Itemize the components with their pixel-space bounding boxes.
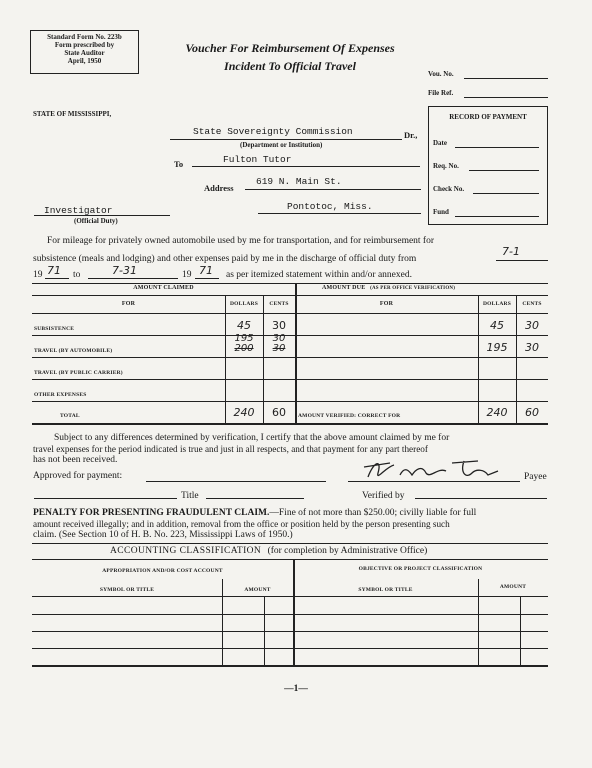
to-year-prefix: 19 <box>182 270 192 280</box>
accounting-heading-row <box>110 546 427 556</box>
due-cents-header: CENTS <box>522 301 542 307</box>
row-automobile-due-cents: 30 <box>525 341 539 354</box>
left-symbol-header: SYMBOL OR TITLE <box>99 587 155 593</box>
payee-line <box>348 481 520 482</box>
file-ref-line <box>464 97 548 98</box>
form-number: Standard Form No. 223b <box>47 33 122 41</box>
left-amount-header: AMOUNT <box>244 587 271 593</box>
verified-cents: 60 <box>525 406 539 419</box>
expense-table <box>32 283 548 425</box>
verified-by-label: Verified by <box>362 491 405 501</box>
total-dollars: 240 <box>233 406 255 419</box>
row-other-label: OTHER EXPENSES <box>34 392 87 398</box>
record-title: RECORD OF PAYMENT <box>449 113 527 121</box>
page-number: —1— <box>284 684 308 694</box>
claimed-cents-header: CENTS <box>269 301 289 307</box>
official-duty-line <box>34 215 170 216</box>
record-of-payment-box <box>428 106 548 225</box>
row-automobile-dollars-old: 200 <box>234 343 254 354</box>
appropriation-header: APPROPRIATION AND/OR COST ACCOUNT <box>102 568 223 574</box>
row-automobile-dollars-new: 195 <box>234 333 254 344</box>
statement-line-3: as per itemized statement within and/or annexed. <box>226 270 412 280</box>
amount-due-label: AMOUNT DUE <box>322 285 366 291</box>
state-label: STATE OF MISSISSIPPI, <box>33 110 112 118</box>
payee-address-1: 619 N. Main St. <box>256 176 342 187</box>
form-prescribed: Form prescribed by <box>54 41 115 49</box>
to-date-line <box>88 278 178 279</box>
penalty-line-3: claim. (See Section 10 of H. B. No. 223, Mississippi Laws of 1950.) <box>33 530 293 540</box>
row-subsistence-due-cents: 30 <box>525 319 539 332</box>
payer-caption: (Department or Institution) <box>240 141 323 149</box>
due-for-header: FOR <box>379 301 394 307</box>
row-automobile-cents-old: 30 <box>272 343 286 354</box>
to-word: to <box>73 270 81 280</box>
from-date-line <box>496 260 548 261</box>
statement-line-1: For mileage for privately owned automobile used by me for transportation, and for reimbursement for <box>47 236 435 246</box>
penalty-heading: PENALTY FOR PRESENTING FRAUDULENT CLAIM. <box>33 508 270 518</box>
right-amount-header: AMOUNT <box>499 584 527 590</box>
penalty-text-1: —Fine of not more than $250.00; civilly liable for full <box>269 508 477 518</box>
payee-address-2: Pontotoc, Miss. <box>287 201 373 212</box>
form-date: April, 1950 <box>67 57 102 65</box>
payment-fund-line <box>455 216 539 217</box>
official-duty: Investigator <box>44 205 113 216</box>
title-line-1: Voucher For Reimbursement Of Expenses <box>185 41 395 55</box>
certification-line-1: Subject to any differences determined by verification, I certify that the above amount claimed by me for <box>54 433 450 443</box>
payment-check-line <box>473 193 539 194</box>
payee-name-line <box>192 166 420 167</box>
accounting-note: (for completion by Administrative Office) <box>267 546 428 556</box>
accounting-heading: ACCOUNTING CLASSIFICATION <box>110 546 262 556</box>
to-year-line <box>195 278 219 279</box>
row-subsistence-due-dollars: 45 <box>490 319 504 332</box>
approved-line <box>146 481 326 482</box>
payer-line <box>170 139 402 140</box>
vou-no-line <box>464 78 548 79</box>
payee-label: Payee <box>524 472 547 482</box>
official-duty-caption: (Official Duty) <box>74 217 118 225</box>
form-title <box>150 41 430 74</box>
to-label: To <box>174 159 184 169</box>
payment-date-label: Date <box>433 139 447 147</box>
payment-check-label: Check No. <box>433 185 465 193</box>
certification-line-2: travel expenses for the period indicated is true and just in all respects, and that payment for any part thereof <box>33 444 428 454</box>
verified-label: AMOUNT VERIFIED: CORRECT FOR <box>298 413 401 419</box>
right-symbol-header: SYMBOL OR TITLE <box>358 587 413 593</box>
verified-by-line <box>415 498 547 499</box>
address-line-2 <box>258 213 421 214</box>
objective-header: OBJECTIVE OR PROJECT CLASSIFICATION <box>358 566 483 572</box>
title-line-2: Incident To Official Travel <box>224 59 356 73</box>
total-label: TOTAL <box>60 413 80 419</box>
row-automobile-due-dollars: 195 <box>486 341 508 354</box>
vou-no-label: Vou. No. <box>428 70 454 78</box>
row-public-carrier-label: TRAVEL (BY PUBLIC CARRIER) <box>34 370 123 376</box>
from-year: 71 <box>47 264 61 277</box>
payee-name: Fulton Tutor <box>223 154 292 165</box>
amount-claimed-header: AMOUNT CLAIMED <box>133 285 194 291</box>
payer-name: State Sovereignty Commission <box>193 126 353 137</box>
row-automobile-cents-new: 30 <box>272 333 286 344</box>
verified-dollars: 240 <box>486 406 508 419</box>
payment-req-line <box>469 170 539 171</box>
payment-date-line <box>455 147 539 148</box>
title-line-left <box>34 498 177 499</box>
from-year-line <box>45 278 69 279</box>
from-date: 7-1 <box>502 245 520 258</box>
payment-req-label: Req. No. <box>433 162 459 170</box>
row-subsistence-label: SUBSISTENCE <box>34 326 75 332</box>
penalty-line-2: amount received illegally; and in addition, removal from the office or position held by the person presenting such <box>33 519 450 529</box>
row-subsistence-cents: 30 <box>272 319 286 332</box>
accounting-table <box>32 559 548 675</box>
claimed-for-header: FOR <box>121 301 136 307</box>
payer-dr: Dr., <box>404 130 418 140</box>
title-label: Title <box>181 491 199 501</box>
address-label: Address <box>204 183 234 193</box>
to-date: 7-31 <box>112 264 137 277</box>
form-id-box <box>30 30 139 74</box>
due-dollars-header: DOLLARS <box>483 301 511 307</box>
statement-line-2: subsistence (meals and lodging) and other expenses paid by me in the discharge of official duty from <box>33 254 417 264</box>
file-ref-label: File Ref. <box>428 89 454 97</box>
address-line-1 <box>245 189 421 190</box>
form-auditor: State Auditor <box>64 49 105 57</box>
payee-signature <box>360 457 510 490</box>
claimed-dollars-header: DOLLARS <box>230 301 258 307</box>
amount-due-header <box>322 285 542 291</box>
row-subsistence-dollars: 45 <box>237 319 251 332</box>
title-line-right <box>206 498 304 499</box>
approved-label: Approved for payment: <box>33 471 123 481</box>
row-automobile-label: TRAVEL (BY AUTOMOBILE) <box>34 348 113 354</box>
payment-fund-label: Fund <box>433 208 449 216</box>
to-year: 71 <box>199 264 213 277</box>
total-cents: 60 <box>272 406 286 419</box>
amount-due-note: (AS PER OFFICE VERIFICATION) <box>370 286 456 291</box>
accounting-top-rule <box>32 543 548 544</box>
certification-line-3: has not been received. <box>33 455 118 465</box>
penalty-line-1 <box>33 508 476 518</box>
from-year-prefix: 19 <box>33 270 43 280</box>
